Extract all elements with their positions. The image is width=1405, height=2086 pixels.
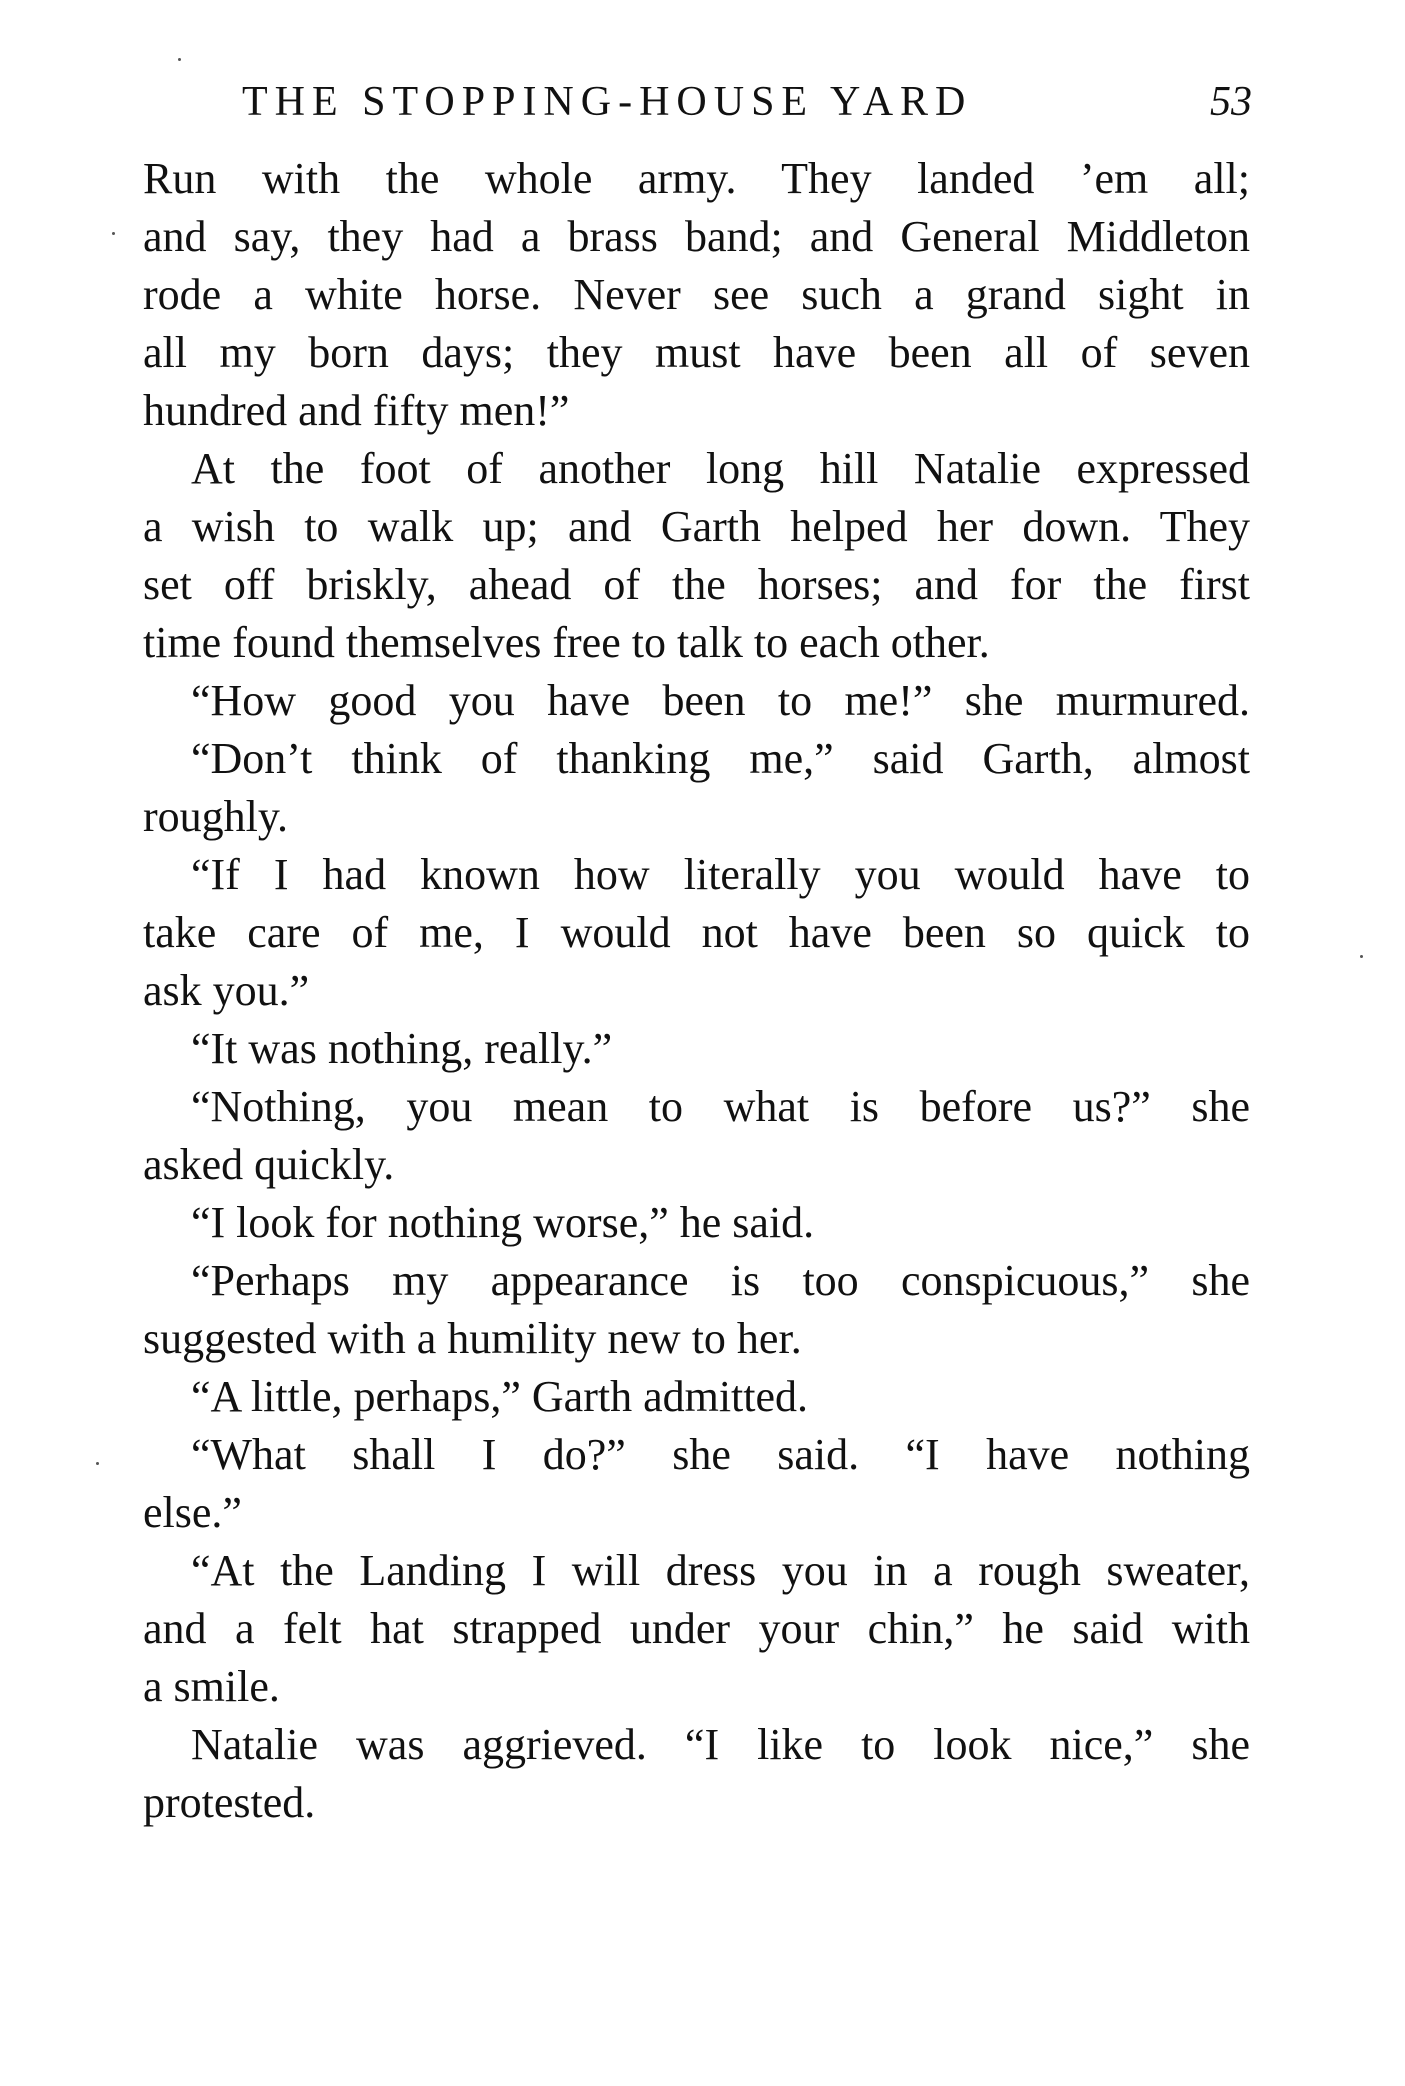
text-line: time found themselves free to talk to each other. [143,618,990,667]
body-text [143,150,1250,1832]
text-line: and a felt hat strapped under your chin,” he said with [143,1604,1250,1653]
text-line: ask you.” [143,966,310,1015]
text-line: “If I had known how literally you would have to [191,850,1250,899]
text-line: a wish to walk up; and Garth helped her down. They [143,502,1250,551]
text-line: “At the Landing I will dress you in a rough sweater, [191,1546,1250,1595]
text-line: At the foot of another long hill Natalie expressed [191,444,1250,493]
text-line: “A little, perhaps,” Garth admitted. [191,1372,809,1421]
text-line: “Nothing, you mean to what is before us?” she [191,1082,1250,1131]
text-line: take care of me, I would not have been so quick to [143,908,1250,957]
text-line: set off briskly, ahead of the horses; and for the first [143,560,1250,609]
text-line: a smile. [143,1662,280,1711]
text-line: “Don’t think of thanking me,” said Garth, almost [191,734,1250,783]
running-head [242,72,1252,132]
text-line: “How good you have been to me!” she murmured. [191,676,1250,725]
page-number: 53 [1210,79,1252,125]
text-line: else.” [143,1488,242,1537]
print-speck [112,232,115,235]
print-speck [96,1462,99,1465]
text-line: all my born days; they must have been all of seven [143,328,1250,377]
text-line: “What shall I do?” she said. “I have nothing [191,1430,1250,1479]
text-line: Run with the whole army. They landed ’em all; [143,154,1250,203]
text-line: protested. [143,1778,316,1827]
text-line: “It was nothing, really.” [191,1024,613,1073]
print-speck [1360,955,1363,958]
text-line: suggested with a humility new to her. [143,1314,802,1363]
running-head-title: THE STOPPING-HOUSE YARD [242,79,973,125]
text-line: roughly. [143,792,289,841]
text-line: and say, they had a brass band; and General Middleton [143,212,1250,261]
text-line: asked quickly. [143,1140,395,1189]
text-line: “Perhaps my appearance is too conspicuous,” she [191,1256,1250,1305]
print-speck [178,58,181,61]
text-line: hundred and fifty men!” [143,386,570,435]
text-line: “I look for nothing worse,” he said. [191,1198,815,1247]
text-line: rode a white horse. Never see such a grand sight in [143,270,1250,319]
text-line: Natalie was aggrieved. “I like to look nice,” she [191,1720,1250,1769]
